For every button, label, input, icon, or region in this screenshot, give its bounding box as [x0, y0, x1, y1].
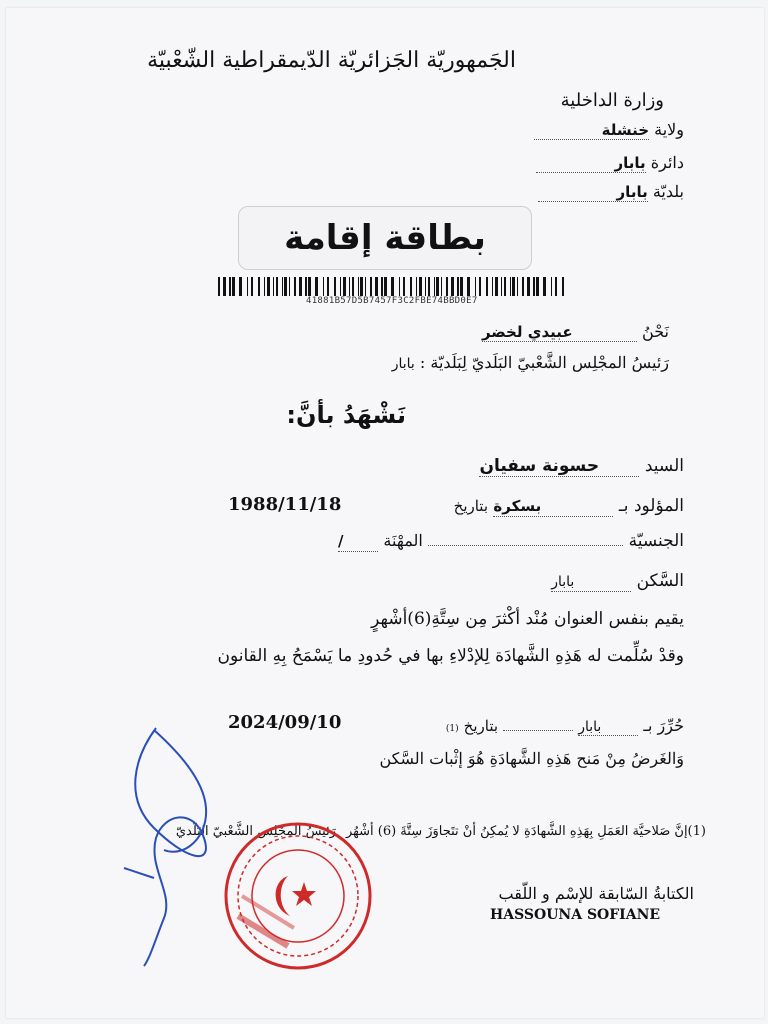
wilaya-label: ولاية [654, 120, 684, 139]
daira-value: بابار [614, 154, 646, 172]
issue-date-label: بتاريخ [463, 717, 499, 735]
president-commune: بابار [391, 356, 415, 372]
issuer-name-line [482, 322, 669, 342]
daira-label: دائرة [650, 153, 684, 172]
residence-value: بابار [551, 574, 575, 590]
issuer-title-line [392, 353, 669, 372]
made-label: حُرِّرَ بـ [643, 716, 684, 735]
document-title-box [238, 206, 532, 270]
birth-date-label: بتاريخ [453, 497, 489, 515]
birth-line [454, 496, 684, 517]
profession-label: المهْنَة [383, 531, 423, 550]
daira-line [536, 153, 684, 173]
we-label: نَحْنُ [642, 322, 669, 341]
statement-line-2: وقدْ سُلِّمت له هَذِهِ الشَّهادَة لِلإدْلاءِ بها في حُدودِ ما يَسْمَحُ بِهِ القانون [217, 646, 684, 666]
attest-heading: نَشْهَدُ بأنَّ: [286, 401, 406, 429]
born-label: المؤلود بـ [618, 496, 684, 516]
purpose-line: وَالغَرضُ مِنْ مَنح هَذِهِ الشَّهادَةِ هُوَ إثْبات السَّكن [379, 749, 684, 768]
barcode [218, 277, 564, 296]
issue-place: بابار [578, 719, 602, 735]
wilaya-value: خنشلة [601, 121, 650, 139]
signature-label: رَئيسُ المجْلِس الشَّعْبيّ البَلَديّ [175, 824, 336, 839]
issue-date: 2024/09/10 [228, 712, 342, 733]
previous-name-label: الكتابةُ السّابقة للإسْم و اللّقب [498, 884, 694, 903]
document-title: بطاقة إقامة [284, 218, 486, 258]
president-label: رَئيسُ المجْلِس الشَّعْبيّ البَلَديّ لِبَلَديّة : [419, 353, 669, 372]
issue-footnote-mark: (1) [445, 724, 459, 734]
wilaya-line [534, 120, 684, 140]
commune-value: بابار [616, 183, 648, 201]
birth-date: 1988/11/18 [228, 494, 342, 515]
barcode-number: 41881B57D5B7457F3C2FBE74BBD0E7 [306, 296, 478, 306]
residence-line [551, 571, 684, 592]
birth-place: بسكرة [493, 497, 542, 515]
issue-line [446, 716, 684, 736]
person-name: حسونة سفيان [479, 456, 600, 476]
commune-label: بلديّة [652, 182, 684, 201]
person-name-line [479, 456, 684, 477]
mr-label: السيد [644, 456, 684, 476]
residence-label: السَّكن [636, 571, 684, 591]
commune-line [538, 182, 684, 202]
issuer-name: عبيدي لخضر [481, 323, 573, 341]
nationality-label: الجنسيّة [628, 531, 684, 551]
statement-line-1: يقيم بنفس العنوان مُنْد أكْثرَ مِن سِتَّةِ(6)أشْهرٍ [371, 609, 684, 629]
profession-value: / [338, 532, 344, 550]
previous-name-value: HASSOUNA SOFIANE [490, 907, 661, 923]
signature-scribble [94, 718, 234, 968]
ministry-line: وزارة الداخلية [560, 90, 664, 111]
residence-certificate-page [6, 8, 764, 1018]
nationality-line [338, 531, 684, 552]
official-stamp [218, 816, 378, 976]
republic-heading: الجَمهوريّة الجَزائريّة الدّيمقراطية الشّعْبيّة [147, 48, 516, 73]
validity-footnote: (1)إنَّ صَلاحيَّة العَمَلِ بِهَذِهِ الشَّهادَةِ لا يُمكِنُ أنْ تتَجاوَزَ سِتَّةَ (6) أشْهُر [345, 824, 706, 839]
